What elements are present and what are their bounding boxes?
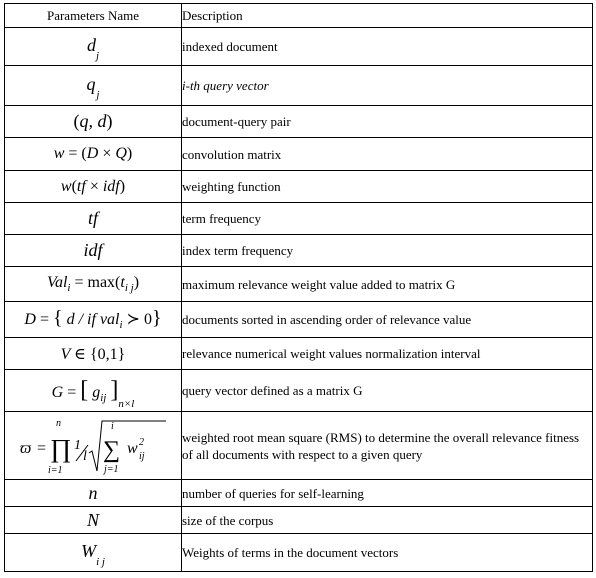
description-cell: number of queries for self-learning xyxy=(182,480,593,507)
symbol-cell xyxy=(5,106,182,138)
svg-text:ϖ: ϖ xyxy=(20,439,32,457)
svg-text:ij: ij xyxy=(139,450,145,462)
table-row xyxy=(5,412,593,480)
description-cell: document-query pair xyxy=(182,106,593,138)
formula-weighting: w(tf × idf) xyxy=(60,177,126,195)
description-cell: index term frequency xyxy=(182,235,593,267)
table-container xyxy=(4,3,593,572)
svg-text:∑: ∑ xyxy=(103,436,121,463)
table-row xyxy=(5,171,593,203)
table-row xyxy=(5,106,593,138)
description-cell: documents sorted in ascending order of relevance value xyxy=(182,302,593,338)
table-row xyxy=(5,66,593,106)
svg-text:n: n xyxy=(56,417,61,429)
formula-v-interval: V ∈ {0,1} xyxy=(60,345,126,363)
description-cell: i-th query vector xyxy=(182,66,593,106)
svg-text:j=1: j=1 xyxy=(104,463,119,475)
table-row xyxy=(5,480,593,507)
symbol-cell xyxy=(5,267,182,302)
header-description: Description xyxy=(182,4,593,28)
symbol-cell xyxy=(5,338,182,370)
table-row xyxy=(5,235,593,267)
svg-text:=: = xyxy=(36,439,47,457)
table-row xyxy=(5,203,593,235)
formula-w-dxq: w = (D × Q) xyxy=(53,145,133,162)
formula-N: N xyxy=(86,509,99,530)
description-cell: term frequency xyxy=(182,203,593,235)
description-cell: weighting function xyxy=(182,171,593,203)
symbol-cell xyxy=(5,507,182,534)
description-cell: indexed document xyxy=(182,28,593,66)
formula-tf: tf xyxy=(87,208,98,228)
formula-idf: idf xyxy=(83,240,103,260)
table-row xyxy=(5,370,593,412)
description-cell: Weights of terms in the document vectors xyxy=(182,534,593,572)
symbol-cell xyxy=(5,235,182,267)
symbol-cell xyxy=(5,66,182,106)
table-row xyxy=(5,338,593,370)
symbol-cell xyxy=(5,480,182,507)
table-row xyxy=(5,302,593,338)
formula-g-matrix: G = [ $g_{ij}$ ]$_{n\times l}$ xyxy=(51,376,135,411)
parameters-table xyxy=(4,3,593,572)
table-row xyxy=(5,267,593,302)
formula-d-set: D = { d / if val$_i$ ≻ 0} xyxy=(24,307,162,332)
formula-q-j: q $_j$ xyxy=(86,73,100,102)
symbol-cell xyxy=(5,203,182,235)
svg-text:∏: ∏ xyxy=(50,433,72,463)
formula-rms xyxy=(18,415,168,477)
symbol-cell xyxy=(5,302,182,338)
symbol-cell xyxy=(5,138,182,171)
formula-W-ij: $W_{i j}$ xyxy=(81,540,105,569)
header-parameters-name: Parameters Name xyxy=(5,4,182,28)
svg-text:1: 1 xyxy=(74,437,81,453)
formula-val-max: $Val_i = \max(t_{i j})$ xyxy=(46,273,140,295)
description-cell: maximum relevance weight value added to matrix G xyxy=(182,267,593,302)
svg-text:l: l xyxy=(83,448,87,464)
symbol-cell xyxy=(5,412,182,480)
symbol-cell xyxy=(5,370,182,412)
formula-d-j: $d_j$ xyxy=(86,34,100,63)
formula-n: n xyxy=(88,482,98,503)
svg-text:i=1: i=1 xyxy=(48,464,63,476)
symbol-cell xyxy=(5,171,182,203)
svg-text:w: w xyxy=(127,439,138,457)
table-header-row xyxy=(5,4,593,28)
description-cell: size of the corpus xyxy=(182,507,593,534)
symbol-cell xyxy=(5,28,182,66)
description-cell: convolution matrix xyxy=(182,138,593,171)
table-row xyxy=(5,28,593,66)
svg-text:2: 2 xyxy=(139,436,144,448)
description-cell: query vector defined as a matrix G xyxy=(182,370,593,412)
formula-q-d-pair: (q, d) xyxy=(73,111,113,131)
symbol-cell xyxy=(5,534,182,572)
table-row xyxy=(5,138,593,171)
description-cell: relevance numerical weight values normalization interval xyxy=(182,338,593,370)
svg-text:i: i xyxy=(111,420,114,432)
table-row xyxy=(5,507,593,534)
table-row xyxy=(5,534,593,572)
description-cell: weighted root mean square (RMS) to determine the overall relevance fitness of all documents with respect to a given query xyxy=(182,412,593,480)
